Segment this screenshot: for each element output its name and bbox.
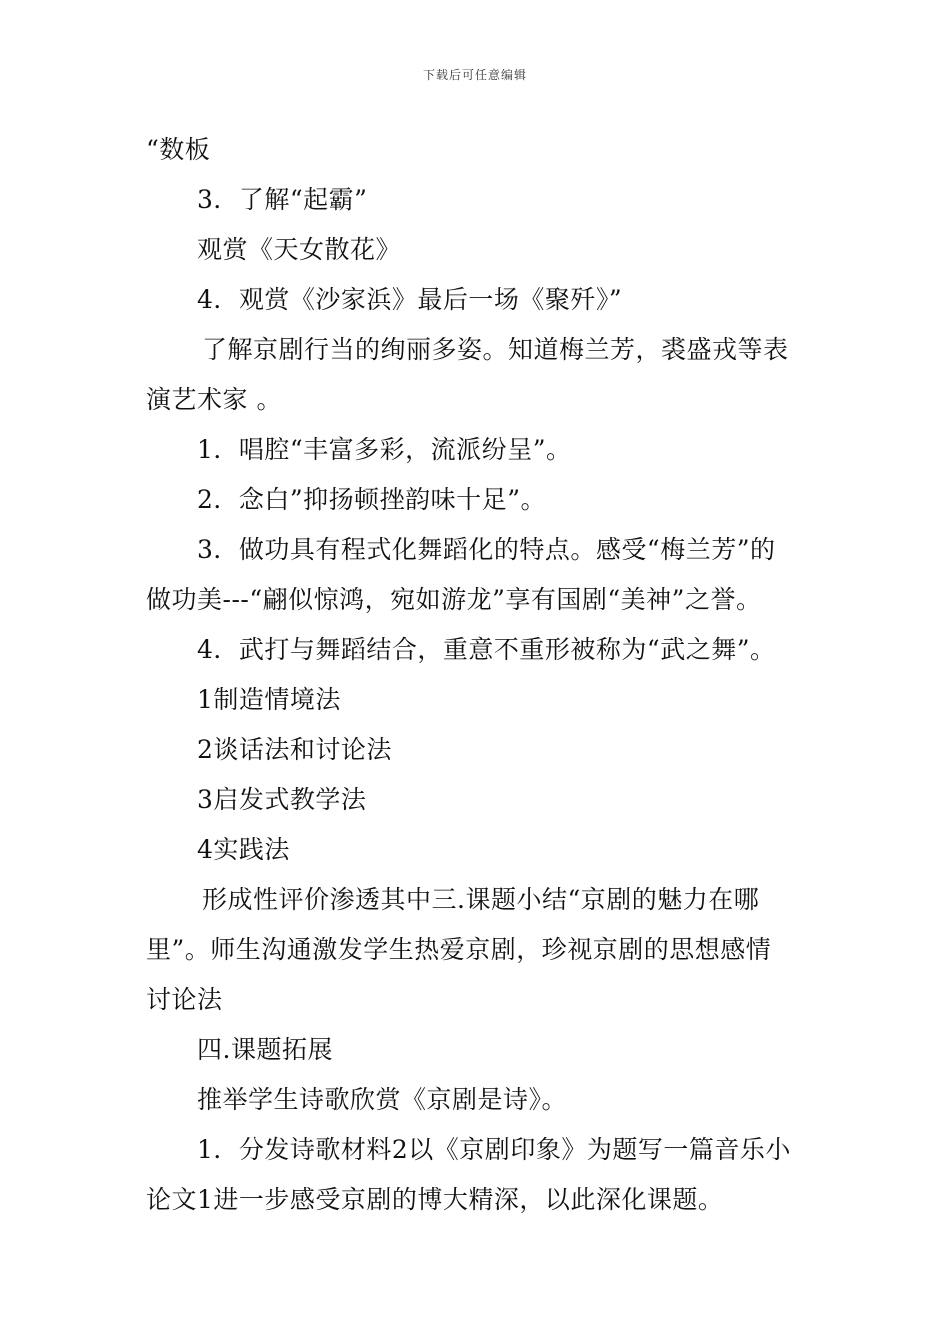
text-line: 3．做功具有程式化舞蹈化的特点。感受“梅兰芳”的 <box>197 535 776 564</box>
text-line: 四.课题拓展 <box>197 1035 333 1064</box>
text-line: 论文1进一步感受京剧的博大精深，以此深化课题。 <box>146 1185 724 1214</box>
text-line: 演艺术家 。 <box>146 385 282 414</box>
text-line: 形成性评价渗透其中三.课题小结“京剧的魅力在哪 <box>202 885 760 914</box>
text-line: 2谈话法和讨论法 <box>197 735 392 764</box>
text-line: “数板 <box>146 135 211 164</box>
text-line: 4．武打与舞蹈结合，重意不重形被称为“武之舞”。 <box>197 635 776 664</box>
text-line: 3．了解“起霸” <box>197 185 368 214</box>
text-line: 推举学生诗歌欣赏《京剧是诗》。 <box>197 1085 568 1114</box>
text-line: 1制造情境法 <box>197 685 341 714</box>
text-line: 2．念白”抑扬顿挫韵味十足”。 <box>197 485 546 514</box>
text-line: 讨论法 <box>146 985 223 1014</box>
text-line: 4．观赏《沙家浜》最后一场《聚歼》” <box>197 285 623 314</box>
text-line: 1．唱腔“丰富多彩，流派纷呈”。 <box>197 435 572 464</box>
text-line: 4实践法 <box>197 835 290 864</box>
text-line: 里”。师生沟通激发学生热爱京剧，珍视京剧的思想感情 <box>146 935 772 964</box>
text-line: 观赏《天女散花》 <box>197 235 402 264</box>
text-line: 了解京剧行当的绚丽多姿。知道梅兰芳，裘盛戎等表 <box>202 335 789 364</box>
text-line: 3启发式教学法 <box>197 785 367 814</box>
text-line: 1．分发诗歌材料2以《京剧印象》为题写一篇音乐小 <box>197 1135 791 1164</box>
text-line: 做功美---“翩似惊鸿，宛如游龙”享有国剧“美神”之誉。 <box>146 585 762 614</box>
page-header: 下载后可任意编辑 <box>422 68 527 82</box>
